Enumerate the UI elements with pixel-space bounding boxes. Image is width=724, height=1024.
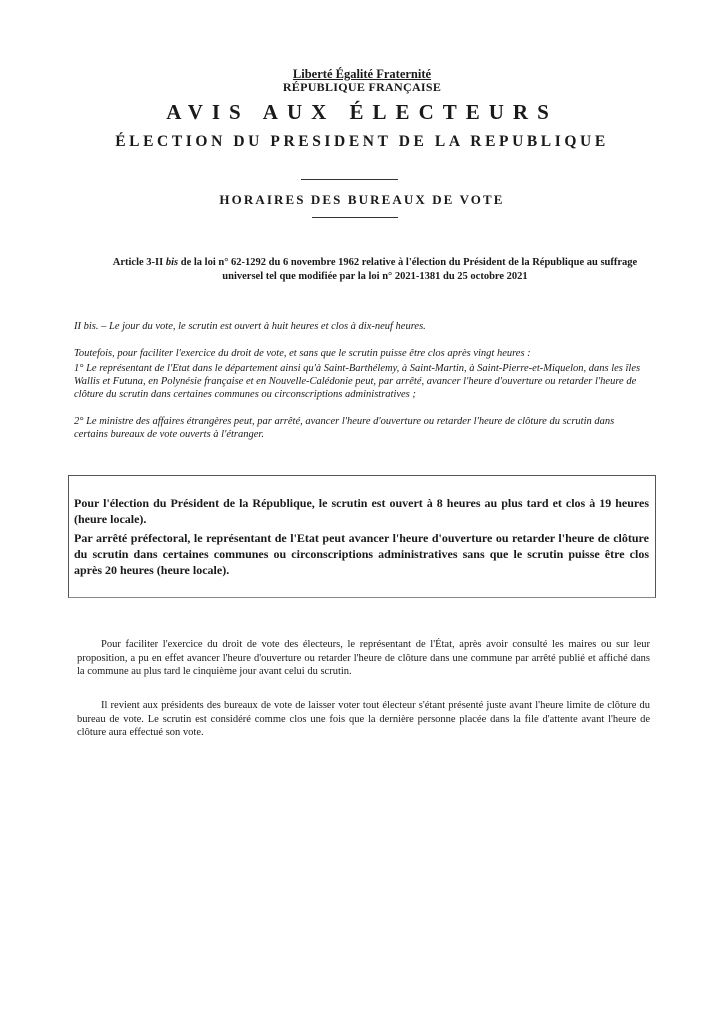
body-paragraph-2: Il revient aux présidents des bureaux de vote de laisser voter tout électeur s'étant présenté juste avant l'heure limite de clôture du bureau de vote. Le scrutin est considéré comme clos une fois que la dernière personne placée dans la file d'attente avant l'heure de clôture aura effectué son vote. bbox=[77, 700, 650, 738]
republic-label: RÉPUBLIQUE FRANÇAISE bbox=[282, 80, 442, 94]
notice-prefectoral: Par arrêté préfectoral, le représentant de l'Etat peut avancer l'heure d'ouverture ou retarder l'heure de clôture du scrutin dans certaines communes ou circonscriptions administratives sans que le scrutin puisse être clos après 20 heures (heure locale). bbox=[74, 531, 649, 577]
section-heading: HORAIRES DES BUREAUX DE VOTE bbox=[219, 192, 505, 207]
article-ref-end: de la loi n° 62-1292 du 6 novembre 1962 relative à l'élection du Président de la République au suffrage universel tel que modifiée par la loi n° 2021-1381 du 25 octobre 2021 bbox=[178, 257, 638, 282]
legal-paragraph-2: Toutefois, pour faciliter l'exercice du droit de vote, et sans que le scrutin puisse être clos après vingt heures : bbox=[74, 348, 531, 359]
notice-hours: Pour l'élection du Président de la République, le scrutin est ouvert à 8 heures au plus tard et clos à 19 heures (heure locale). bbox=[74, 496, 649, 526]
article-ref-start: Article 3-II bbox=[112, 257, 166, 268]
election-subtitle: ÉLECTION DU PRESIDENT DE LA REPUBLIQUE bbox=[115, 133, 609, 150]
divider-bottom bbox=[312, 217, 398, 218]
page-title: AVIS AUX ÉLECTEURS bbox=[166, 100, 558, 124]
article-reference bbox=[110, 256, 640, 284]
divider-top bbox=[301, 179, 398, 180]
body-paragraph-1: Pour faciliter l'exercice du droit de vote des électeurs, le représentant de l'État, après avoir consulté les maires ou sur leur proposition, a pu en effet avancer l'heure d'ouverture ou retarder l'heure de clôture dans une commune par arrêté publié et affiché dans la commune au plus tard le cinquième jour avant celui du scrutin. bbox=[77, 639, 650, 677]
legal-paragraph-1: II bis. – Le jour du vote, le scrutin est ouvert à huit heures et clos à dix-neuf heures. bbox=[74, 321, 426, 332]
legal-paragraph-4: 2° Le ministre des affaires étrangères peut, par arrêté, avancer l'heure d'ouverture ou retarder l'heure de clôture du scrutin dans certains bureaux de vote ouverts à l'étranger. bbox=[74, 416, 615, 440]
article-ref-bis: bis bbox=[165, 257, 179, 268]
legal-paragraph-3: 1° Le représentant de l'Etat dans le département ainsi qu'à Saint-Barthélemy, à Saint-Martin, à Saint-Pierre-et-Miquelon, dans les îles Wallis et Futuna, en Polynésie française et en Nouvelle-Calédonie peut, par arrêté, avancer l'heure d'ouverture ou retarder l'heure de clôture du scrutin dans certaines communes ou circonscriptions administratives ; bbox=[74, 363, 641, 400]
motto: Liberté Égalité Fraternité bbox=[292, 67, 432, 81]
